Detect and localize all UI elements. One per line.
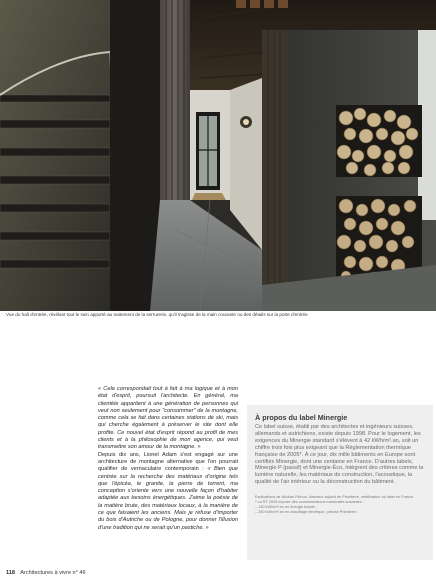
page-footer <box>6 570 86 577</box>
article-quote: « Bien que centrée sur la recherche des matériaux d'origine tels que l'épicéa, le granite, la pierre de torrent, ma conception s'oriente vers une nouvelle façon d'habiter adaptée aux besoins énergétiques. J'aime la poésie de la matière brute, des matériaux locaux, à la manière de ce que faisaient les anciens. Mais je refuse d'importer du bois d'Autriche ou de Pologne, pour donner l'illusion d'une tradition qui ne serait qu'un pastiche. » <box>98 466 239 531</box>
sidebar-body: Ce label suisse, établi par des architectes et ingénieurs suisses, allemands et autrichiens, existe depuis 1998. Pour le logement, les exigences du Minergie standard s'élèvent à 42 kWh/m².an, soit un chiffre trois fois plus exigeant que la Réglementation thermique française de 2005*. À ce jour, dix mille bâtiments en Europe sont certifiés Minergie, dont une centaine en France. D'autres labels, Minergie P (passif) et Minergie-Éco, intègrent des critères comme la lumière naturelle, les matériaux de construction, l'acoustique, la qualité de l'air intérieur ou la déconstruction du bâtiment. <box>255 424 424 486</box>
article-paragraph <box>98 452 238 532</box>
magazine-name: Architectures à vivre n° 46 <box>20 570 86 576</box>
page-number: 118 <box>6 570 16 576</box>
sidebar-credit-line: – 250 kWh/m².an en chauffage électrique, précise Prioriterre. <box>255 510 358 515</box>
article-text <box>98 386 238 532</box>
sidebar-title: À propos du label Minergie <box>255 413 348 422</box>
photo-caption: Vue du hall d'entrée, révélant tout le soin apporté au traitement de la serrurerie, qu'il s'agisse de la main courante ou des détails sur la porte d'entrée. <box>6 312 309 317</box>
sidebar-credits <box>255 495 425 515</box>
sidebar-credit-line: * La RT 2005 impose des consommations maximales suivantes : <box>255 500 364 505</box>
sidebar-credit-line: Explications de Nicolas Pichon, directeur adjoint de Prioriterre, certificateur du label en France. <box>255 495 415 500</box>
sidebar-credit-line: – 130 kWh/m².an en énergie fossile ; <box>255 505 317 510</box>
article-paragraph: « Cela correspondait tout à fait à ma logique et à mon état d'esprit, poursuit l'architecte. En général, ma clientèle appartient à une génération de personnes qui veut non seulement pour "consommer" de la montagne, comme cela se fait dans certaines stations de ski, mais qui cherche également à préserver le site dont elle profite. Ce nouvel état d'esprit répond au profil de mes clients et à la philosophie de mon agence, qui veut transmettre son amour de la montagne. » <box>98 386 238 451</box>
minergie-sidebar <box>247 405 433 560</box>
article-paragraph-intro: Depuis dix ans, Lionel Adam s'est engagé sur une architecture de montagne alternative que l'on pourrait qualifier de vernaculaire contemporain : <box>98 451 238 473</box>
